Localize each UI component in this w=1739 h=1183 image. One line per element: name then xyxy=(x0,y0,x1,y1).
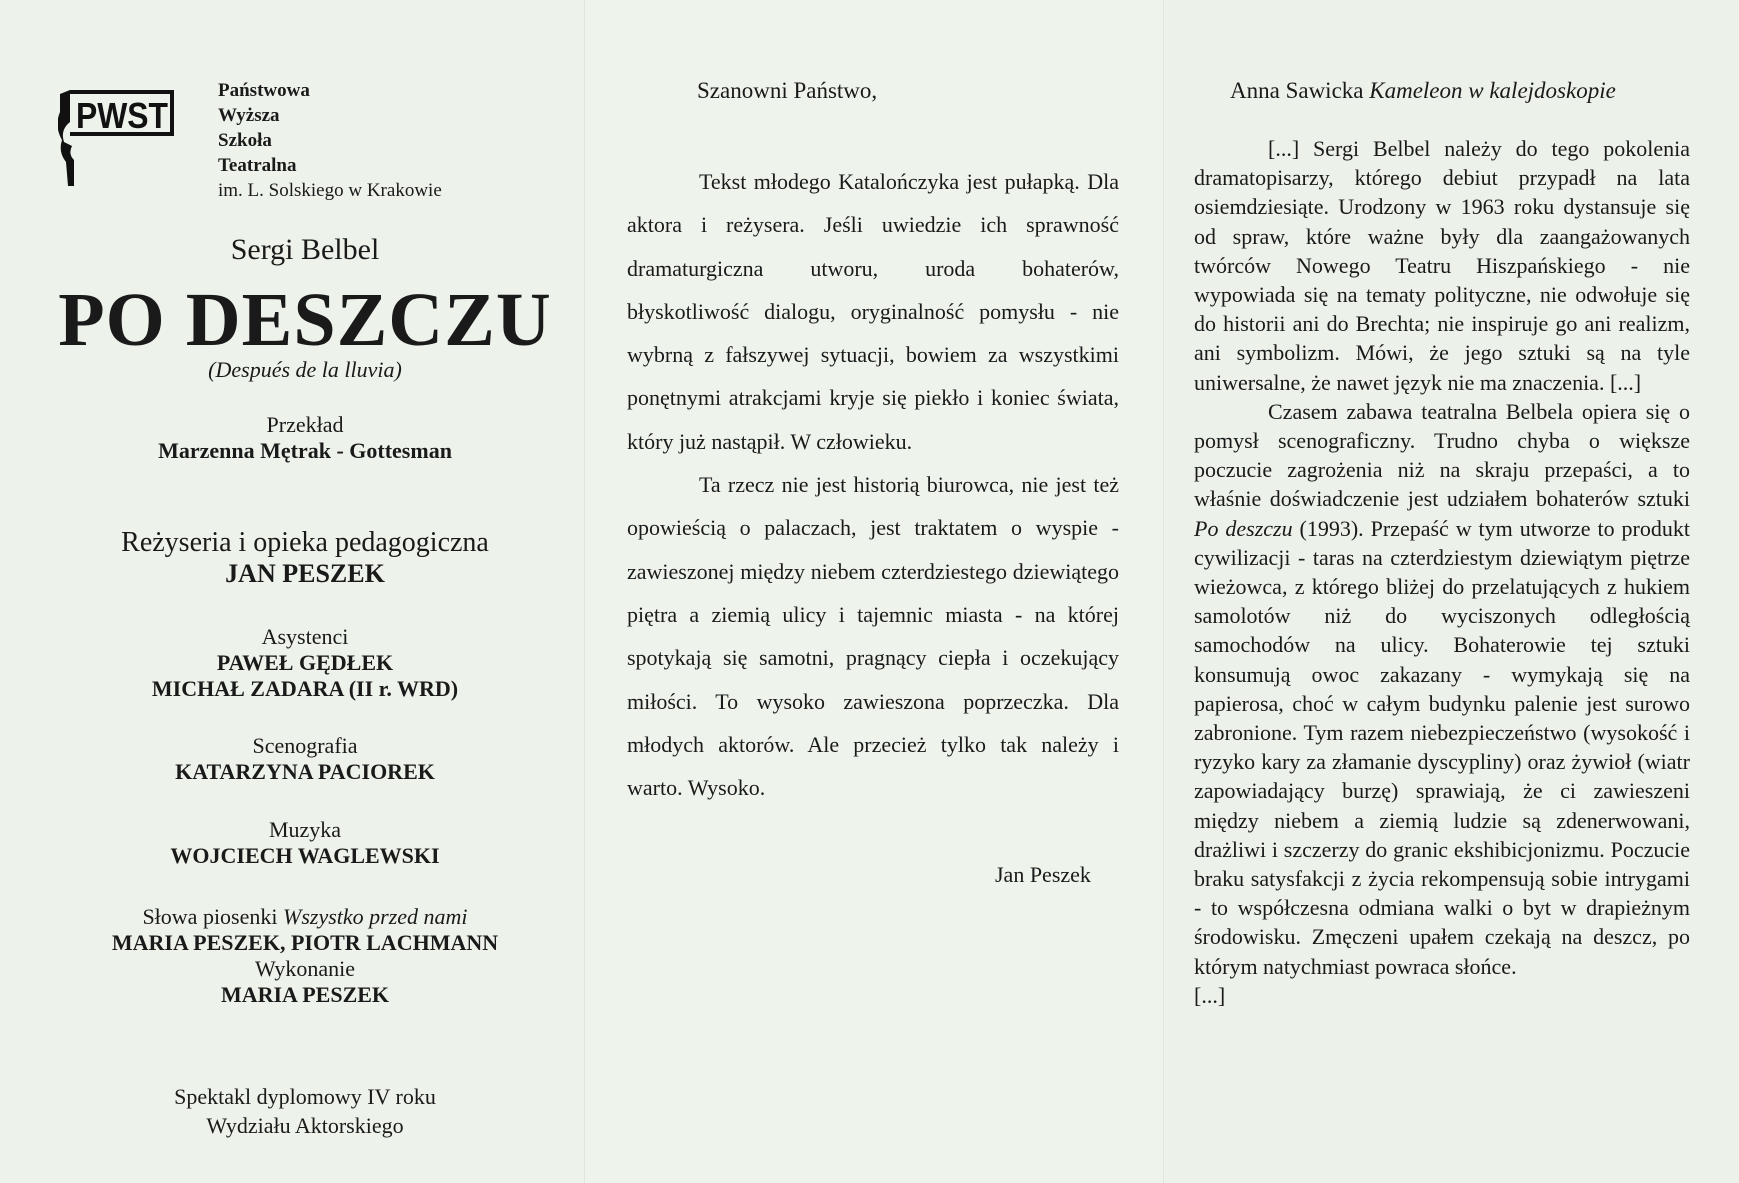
essay-paragraph-2-title: Po deszczu xyxy=(1194,515,1293,541)
direction-credit xyxy=(40,527,570,589)
footer-line-2: Wydziału Aktorskiego xyxy=(206,1113,404,1138)
translation-label: Przekład xyxy=(266,412,344,437)
letter-greeting: Szanowni Państwo, xyxy=(697,78,878,103)
performer-name: MARIA PESZEK xyxy=(220,982,390,1007)
director-name: JAN PESZEK xyxy=(225,559,385,588)
school-line-1: Państwowa xyxy=(218,80,310,101)
fold-line-1 xyxy=(584,0,586,1183)
essay-paragraph-1: [...] Sergi Belbel należy do tego pokolenia dramatopisarzy, którego debiut przypadł na lata osiemdziesiąte. Urodzony w 1963 roku dystansuje się od spraw, które ważne były dla zaangażowanych twórców Nowego Teatru Hiszpańskiego - nie wypowiada się na tematy polityczne, nie odwołuje się do historii ani do Brechta; nie inspiruje go ani realizm, ani symbolizm. Mówi, że jego sztuki są na tyle uniwersalne, że nawet język nie ma znaczenia. [...] xyxy=(1194,136,1690,395)
lyricists-names: MARIA PESZEK, PIOTR LACHMANN xyxy=(111,930,499,955)
letter-paragraph-1: Tekst młodego Katalończyka jest pułapką. Dla aktora i reżysera. Jeśli uwiedzie ich sprawność dramaturgiczna utworu, uroda bohaterów, błyskotliwość dialogu, oryginalność pomysłu - nie wybrną z fałszywej sytuacji, bowiem za wszystkimi ponętnymi atrakcjami kryje się piekło i koniec świata, który już nastąpił. W człowieku. xyxy=(627,169,1119,454)
school-line-4: Teatralna xyxy=(218,155,297,176)
play-title: PO DESZCZU xyxy=(58,278,552,362)
song-credit xyxy=(40,904,570,1008)
performance-label: Wykonanie xyxy=(254,956,356,981)
assistant-1: PAWEŁ GĘDŁEK xyxy=(216,650,394,675)
song-title: Wszystko przed nami xyxy=(283,904,468,929)
play-author: Sergi Belbel xyxy=(230,233,380,266)
direction-label: Reżyseria i opieka pedagogiczna xyxy=(121,527,489,558)
school-line-5: im. L. Solskiego w Krakowie xyxy=(218,180,442,201)
translator-name: Marzenna Mętrak - Gottesman xyxy=(158,438,452,463)
pwst-logo xyxy=(58,82,178,187)
assistants-label: Asystenci xyxy=(261,624,349,649)
essay-paragraph-2 xyxy=(1194,397,1690,981)
translation-credit xyxy=(40,412,570,464)
scenography-label: Scenografia xyxy=(252,733,358,758)
essay-title: Kameleon w kalejdoskopie xyxy=(1369,78,1616,103)
scenography-credit xyxy=(40,733,570,785)
school-line-2: Wyższa xyxy=(218,105,280,126)
essay-heading xyxy=(1230,78,1616,104)
essay-body xyxy=(1194,134,1690,1010)
letter-paragraph-2: Ta rzecz nie jest historią biurowca, nie jest też opowieścią o palaczach, jest traktatem o wyspie - zawieszonej między niebem czterdziestego dziewiątego piętra a ziemią ulicy i tajemnic miasta - na której spotykają się samotni, pragnący ciepła i oczekujący miłości. To wysoko zawieszona poprzeczka. Dla młodych aktorów. Ale przecież tylko tak należy i warto. Wysoko. xyxy=(627,472,1119,801)
essay-paragraph-2-after: (1993). Przepaść w tym utworze to produkt cywilizacji - taras na czterdziestym dziewiątym piętrze wieżowca, z którego bliżej do przelatujących z hukiem samolotów niż do wyciszonych odległością samochodów na ulicy. Bohaterowie tej sztuki konsumują owoc zakazany - wymykają się na papierosa, choć w całym budynku palenie jest surowo zabronione. Tym razem niebezpieczeństwo (wysokość i ryzyko kary za złamanie dyscypliny) oraz żywioł (wiatr zapowiadający burzę) sprawiają, że ci zawieszeni między niebem a ziemią ludzie są zdenerwowani, drażliwi i szczerzy do granic ekshibicjonizmu. Poczucie braku satysfakcji z życia rekompensują sobie intrygami - to współczesna odmiana walki o byt w drapieżnym środowisku. Zmęczeni upałem czekają na deszcz, po którym natychmiast powraca słońce. xyxy=(1194,515,1690,979)
letter-signature: Jan Peszek xyxy=(995,862,1091,887)
essay-paragraph-2-before: Czasem zabawa teatralna Belbela opiera się o pomysł scenograficzny. Trudno chyba o większe poczucie zagrożenia niż na skraju przepaści, a to właśnie doświadczenie jest udziałem bohaterów sztuki xyxy=(1194,398,1690,512)
fold-line-2 xyxy=(1163,0,1165,1183)
school-line-3: Szkoła xyxy=(218,130,272,151)
music-credit xyxy=(40,817,570,869)
lyrics-line xyxy=(40,904,570,930)
letter-body xyxy=(627,160,1119,809)
panel-cover xyxy=(0,0,585,1183)
music-label: Muzyka xyxy=(268,817,342,842)
essay-author: Anna Sawicka xyxy=(1230,78,1364,103)
essay-closing: [...] xyxy=(1194,982,1226,1008)
assistants-credit xyxy=(40,624,570,702)
original-title: (Después de la lluvia) xyxy=(208,357,402,382)
footer-line-1: Spektakl dyplomowy IV roku xyxy=(174,1084,436,1109)
lyrics-label: Słowa piosenki xyxy=(142,904,278,929)
composer-name: WOJCIECH WAGLEWSKI xyxy=(170,843,440,868)
diploma-note xyxy=(40,1082,570,1140)
assistant-2: MICHAŁ ZADARA (II r. WRD) xyxy=(151,676,459,701)
scenographer-name: KATARZYNA PACIOREK xyxy=(175,759,435,784)
school-name xyxy=(218,78,442,203)
pwst-logo-letters: PWST xyxy=(76,95,169,136)
